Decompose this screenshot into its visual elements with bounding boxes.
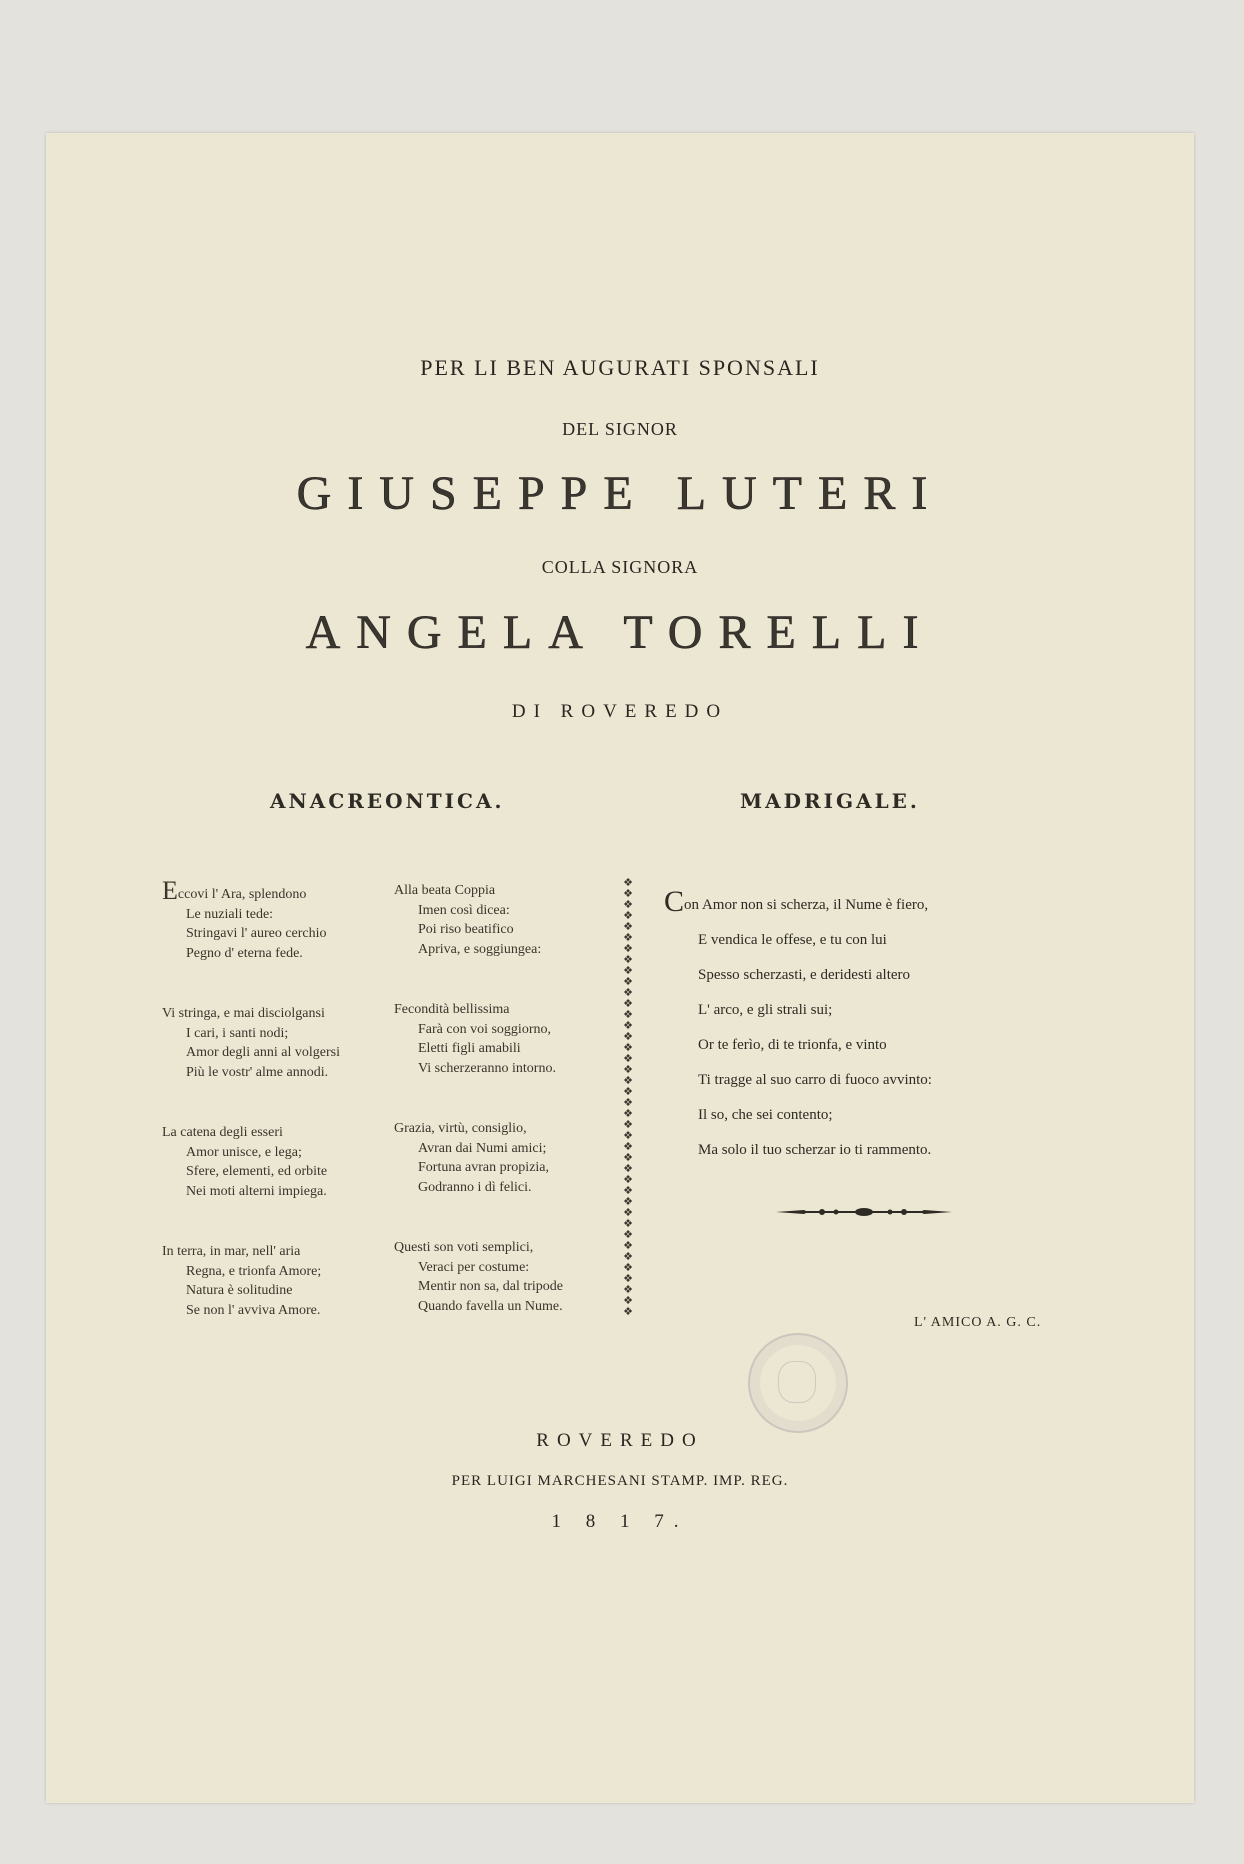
poem-line: Questi son voti semplici, — [394, 1240, 534, 1255]
place-line: DI ROVEREDO — [511, 701, 729, 722]
stanza — [394, 881, 563, 959]
madrigale-line: Spesso scherzasti, e deridesti altero — [698, 967, 911, 983]
poem-line: Vi stringa, e mai disciolgansi — [162, 1006, 325, 1021]
poem-line: Apriva, e soggiungea: — [418, 941, 542, 957]
bride-name: ANGELA TORELLI — [305, 606, 935, 659]
poem-line: Poi riso beatifico — [418, 922, 514, 937]
imprint-printer: PER LUIGI MARCHESANI STAMP. IMP. REG. — [451, 1473, 789, 1489]
stanza — [394, 1238, 563, 1316]
poem-line: Alla beata Coppia — [394, 883, 496, 898]
poem-line: Le nuziali tede: — [186, 906, 274, 922]
madrigale-line: Con Amor non si scherza, il Nume è fiero, — [664, 885, 929, 918]
poem-line: Imen così dicea: — [418, 902, 510, 918]
stanza — [162, 1242, 340, 1320]
poem-line: Fecondità bellissima — [394, 1002, 510, 1017]
section-title-madrigale: MADRIGALE. — [740, 789, 920, 813]
poem-line: Stringavi l' aureo cerchio — [186, 926, 327, 941]
imprint-city: ROVEREDO — [536, 1430, 704, 1451]
madrigale-line: Il so, che sei contento; — [698, 1107, 833, 1123]
poem-line: Mentir non sa, dal tripode — [418, 1279, 564, 1294]
poem-line: In terra, in mar, nell' aria — [162, 1244, 301, 1259]
poem-line: I cari, i santi nodi; — [186, 1025, 289, 1041]
poem-line: Pegno d' eterna fede. — [186, 945, 303, 961]
poem-line: Eletti figli amabili — [418, 1041, 521, 1056]
stanza — [394, 1119, 563, 1197]
madrigale-poem — [664, 885, 932, 1168]
madrigale-line: L' arco, e gli strali sui; — [698, 1002, 833, 1018]
heading-line-1: PER LI BEN AUGURATI SPONSALI — [420, 355, 820, 380]
poem-line: Grazia, virtù, consiglio, — [394, 1121, 527, 1136]
poem-line: Veraci per costume: — [418, 1259, 530, 1275]
stanza — [162, 876, 340, 963]
library-stamp-icon — [748, 1333, 848, 1433]
imprint-year: 1 8 1 7. — [551, 1511, 689, 1532]
groom-name: GIUSEPPE LUTERI — [296, 467, 944, 520]
stanza — [162, 1123, 340, 1201]
poem-line: Quando favella un Nume. — [418, 1298, 563, 1314]
section-title-anacreontica: ANACREONTICA. — [270, 789, 505, 813]
poem-line: Vi scherzeranno intorno. — [418, 1060, 556, 1076]
poem-line: Più le vostr' alme annodi. — [186, 1064, 329, 1080]
anacreontica-column-a — [162, 876, 340, 1361]
poem-line: La catena degli esseri — [162, 1125, 283, 1140]
poem-line: Godranno i dì felici. — [418, 1179, 532, 1195]
signature: L' AMICO A. G. C. — [914, 1315, 1042, 1330]
ornament-rule-icon — [774, 1205, 954, 1219]
madrigale-line: Or te ferìo, di te trionfa, e vinto — [698, 1037, 887, 1053]
poem-line: Se non l' avviva Amore. — [186, 1302, 321, 1318]
stanza — [162, 1004, 340, 1082]
poem-line: Farà con voi soggiorno, — [418, 1021, 551, 1037]
ornamental-column-divider: ❖ ❖ ❖ ❖ ❖ ❖ ❖ ❖ ❖ ❖ ❖ ❖ ❖ ❖ ❖ ❖ ❖ ❖ ❖ ❖ ❖ ❖ ❖ ❖ ❖ ❖ ❖ ❖ ❖ ❖ ❖ ❖ ❖ ❖ ❖ ❖ ❖ ❖ ❖ ❖ — [623, 877, 633, 1317]
poem-line: Eccovi l' Ara, splendono — [162, 876, 307, 905]
poem-line: Fortuna avran propizia, — [418, 1160, 550, 1175]
poem-line: Sfere, elementi, ed orbite — [186, 1164, 328, 1179]
madrigale-line: E vendica le offese, e tu con lui — [698, 932, 887, 948]
poem-line: Nei moti alterni impiega. — [186, 1183, 327, 1199]
anacreontica-column-b — [394, 881, 563, 1357]
stanza — [394, 1000, 563, 1078]
heading-line-3: COLLA SIGNORA — [541, 557, 699, 577]
heading-line-2: DEL SIGNOR — [562, 419, 678, 439]
document-sheet — [46, 133, 1194, 1803]
poem-line: Avran dai Numi amici; — [418, 1140, 547, 1156]
poem-line: Amor degli anni al volgersi — [186, 1045, 340, 1060]
poem-line: Natura è solitudine — [186, 1283, 293, 1298]
poem-line: Regna, e trionfa Amore; — [186, 1263, 322, 1279]
poem-line: Amor unisce, e lega; — [186, 1144, 302, 1160]
madrigale-line: Ma solo il tuo scherzar io ti rammento. — [698, 1142, 932, 1158]
madrigale-line: Ti tragge al suo carro di fuoco avvinto: — [698, 1072, 932, 1088]
